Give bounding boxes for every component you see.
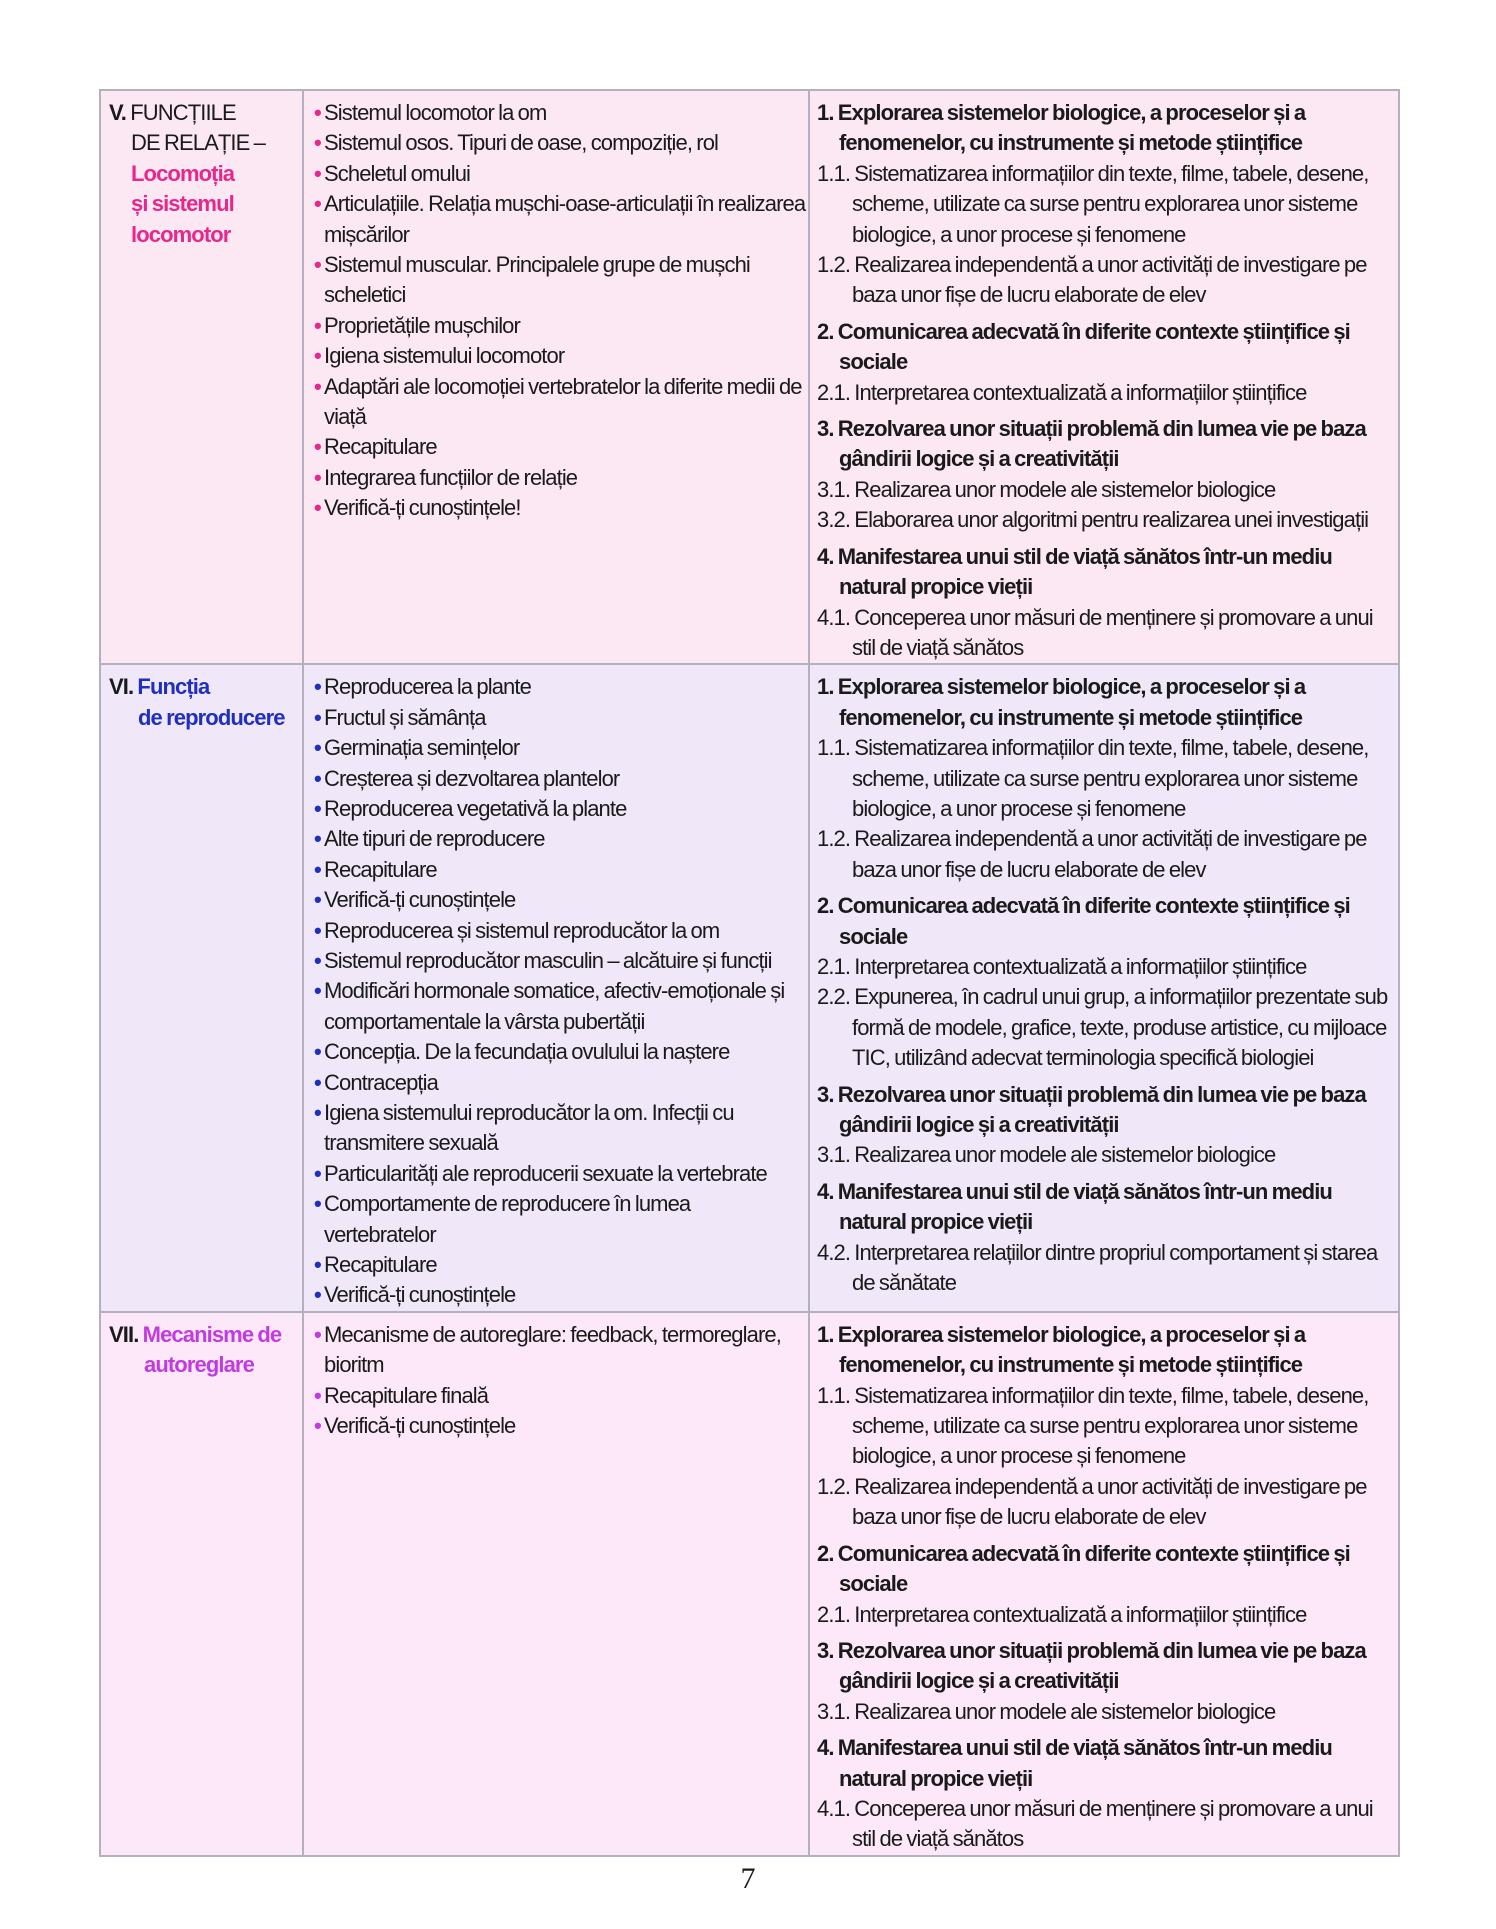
topic-text: Concepția. De la fecundația ovulului la naștere [324,1039,730,1065]
specific-competence: 1.1. Sistematizarea informațiilor din texte, filme, tabele, desene, scheme, utilizate ca surse pentru explorarea unor sisteme biologice, a unor procese și fenomene [817,1382,1369,1469]
bullet-icon: • [314,887,321,913]
competence-group [817,542,1396,664]
table-row-unit-vi [100,664,1399,1312]
topic-text: Scheletul omului [324,160,471,186]
topic-list [314,98,806,524]
topic-item [314,1189,806,1250]
competences-cell [809,664,1399,1312]
topic-item [314,159,806,189]
bullet-icon: • [314,704,321,730]
bullet-icon: • [314,1100,321,1125]
topic-text: Verifică-ți cunoștințele [324,1413,516,1439]
specific-competence: 1.1. Sistematizarea informațiilor din texte, filme, tabele, desene, scheme, utilizate ca surse pentru explorarea unor sisteme biologice, a unor procese și fenomene [817,735,1369,821]
topic-item [314,1068,806,1098]
specific-competence: 3.1. Realizarea unor modele ale sistemelor biologice [817,476,1276,502]
unit-title-colored: Locomoția [131,160,235,186]
bullet-icon: • [314,1160,321,1186]
topic-list [314,672,806,1311]
bullet-icon: • [314,434,321,460]
topic-item [314,1037,806,1067]
bullet-icon: • [314,191,321,217]
bullet-icon: • [314,735,321,761]
topic-item [314,341,806,371]
bullet-icon: • [314,1413,321,1439]
topic-text: Reproducerea și sistemul reproducător la om [324,917,720,943]
topic-item [314,311,806,341]
bullet-icon: • [314,343,321,369]
topic-list [314,1320,806,1442]
topic-item [314,463,806,493]
competence-list [810,665,1398,1298]
competence-title: 4. Manifestarea unui stil de viață sănătos într-un mediu natural propice vieții [817,1178,1332,1235]
topic-text: Sistemul reproducător masculin – alcătuire și funcții [324,947,772,973]
competences-cell [809,1312,1399,1856]
unit-number: VII. [109,1321,139,1347]
topic-text: Recapitulare [324,856,437,882]
topics-cell [303,664,809,1312]
unit-title-colored: locomotor [131,221,231,247]
bullet-icon: • [314,765,321,791]
competence-title: 1. Explorarea sistemelor biologice, a proceselor și a fenomenelor, cu instrumente și metode științifice [817,100,1306,156]
unit-title-colored: și sistemul [131,191,234,217]
competence-list [810,1313,1398,1855]
bullet-icon: • [314,100,321,125]
topic-text: Recapitulare [324,434,437,460]
topic-text: Sistemul osos. Tipuri de oase, compoziție, rol [324,130,719,156]
topic-item [314,1250,806,1280]
topic-item [314,1098,806,1159]
topic-text: Reproducerea vegetativă la plante [324,795,627,821]
bullet-icon: • [314,674,321,700]
unit-title-plain: FUNCȚIILE [130,100,236,125]
topic-text: Particularități ale reproducerii sexuate la vertebrate [324,1160,767,1186]
topic-text: Creșterea și dezvoltarea plantelor [324,765,620,791]
competence-title: 4. Manifestarea unui stil de viață sănătos într-un mediu natural propice vieții [817,1735,1332,1791]
topic-text: Igiena sistemului locomotor [324,343,565,369]
topic-item [314,1381,806,1411]
bullet-icon: • [314,856,321,882]
unit-title-colored: de reproducere [138,704,285,730]
specific-competence: 3.1. Realizarea unor modele ale sistemelor biologice [817,1142,1276,1168]
topic-item [314,128,806,158]
topic-item [314,98,806,128]
unit-title-colored: autoreglare [144,1352,254,1378]
page-number: 7 [740,1862,756,1895]
topics-cell [303,1312,809,1856]
competence-title: 3. Rezolvarea unor situații problemă din lumea vie pe baza gândirii logice și a creativității [817,1637,1366,1694]
specific-competence: 2.1. Interpretarea contextualizată a informațiilor științifice [817,953,1307,979]
bullet-icon: • [314,795,321,821]
topic-item [314,855,806,885]
topic-item [314,189,806,250]
topic-item [314,885,806,915]
competence-title: 3. Rezolvarea unor situații problemă din lumea vie pe baza gândirii logice și a creativității [817,416,1366,472]
bullet-icon: • [314,130,321,156]
bullet-icon: • [314,978,321,1004]
bullet-icon: • [314,252,321,278]
specific-competence: 4.1. Conceperea unor măsuri de menținere și promovare a unui stil de viață sănătos [817,1795,1373,1852]
bullet-icon: • [314,160,321,186]
competence-group [817,1733,1396,1855]
competence-group [817,1539,1396,1630]
topic-text: Mecanisme de autoreglare: feedback, termoreglare, bioritm [324,1321,781,1378]
topic-text: Recapitulare [324,1252,437,1278]
topic-text: Articulațiile. Relația mușchi-oase-articulații în realizarea mișcărilor [324,191,806,247]
competence-group [817,672,1396,885]
competence-group [817,98,1396,311]
unit-heading [109,98,298,128]
topic-item [314,794,806,824]
topic-text: Verifică-ți cunoștințele! [324,495,521,521]
topic-item [314,432,806,462]
topic-item [314,250,806,311]
specific-competence: 1.1. Sistematizarea informațiilor din texte, filme, tabele, desene, scheme, utilizate ca surse pentru explorarea unor sisteme biologice, a unor procese și fenomene [817,160,1369,247]
specific-competence: 2.1. Interpretarea contextualizată a informațiilor științifice [817,379,1307,405]
unit-title-plain: DE RELAȚIE – [131,130,265,156]
bullet-icon: • [314,312,321,338]
unit-cell [100,90,303,664]
topic-item [314,1320,806,1381]
topic-item [314,764,806,794]
topic-text: Igiena sistemului reproducător la om. Infecții cu transmitere sexuală [324,1100,734,1156]
bullet-icon: • [314,1191,321,1217]
competence-group [817,414,1396,536]
topic-text: Modificări hormonale somatice, afectiv-emoționale și comportamentale la vârsta pubertății [324,978,785,1034]
specific-competence: 3.1. Realizarea unor modele ale sistemelor biologice [817,1698,1276,1724]
topic-text: Reproducerea la plante [324,674,531,700]
specific-competence: 2.1. Interpretarea contextualizată a informațiilor științifice [817,1601,1307,1627]
topic-text: Alte tipuri de reproducere [324,826,545,852]
unit-heading [109,672,298,702]
bullet-icon: • [314,1069,321,1095]
topic-item [314,672,806,702]
topic-item [314,493,806,523]
bullet-icon: • [314,1252,321,1278]
topic-text: Integrarea funcțiilor de relație [324,464,578,490]
topic-item [314,976,806,1037]
table-row-unit-v [100,90,1399,664]
competence-title: 1. Explorarea sistemelor biologice, a proceselor și a fenomenelor, cu instrumente și metode științifice [817,674,1306,730]
specific-competence: 1.2. Realizarea independentă a unor activități de investigare pe baza unor fișe de lucru elaborate de elev [817,826,1367,882]
topic-text: Germinația semințelor [324,735,520,761]
unit-cell [100,1312,303,1856]
table-row-unit-vii [100,1312,1399,1856]
topic-item [314,1411,806,1441]
topic-item [314,824,806,854]
topic-text: Comportamente de reproducere în lumea vertebratelor [324,1191,691,1247]
bullet-icon: • [314,1321,321,1347]
topic-item [314,946,806,976]
topic-item [314,733,806,763]
bullet-icon: • [314,1039,321,1065]
topic-text: Contracepția [324,1069,438,1095]
topic-item [314,703,806,733]
unit-number: V. [109,100,126,125]
bullet-icon: • [314,1382,321,1408]
unit-title-colored: Mecanisme de [142,1321,282,1347]
topic-item [314,1159,806,1189]
topics-cell [303,90,809,664]
topic-text: Verifică-ți cunoștințele [324,1282,516,1308]
competence-title: 1. Explorarea sistemelor biologice, a proceselor și a fenomenelor, cu instrumente și metode științifice [817,1321,1306,1378]
competence-title: 3. Rezolvarea unor situații problemă din lumea vie pe baza gândirii logice și a creativității [817,1081,1366,1137]
specific-competence: 4.2. Interpretarea relațiilor dintre propriul comportament și starea de sănătate [817,1239,1378,1296]
specific-competence: 1.2. Realizarea independentă a unor activități de investigare pe baza unor fișe de lucru elaborate de elev [817,252,1367,308]
topic-text: Fructul și sămânța [324,704,486,730]
topic-item [314,372,806,433]
competence-group [817,891,1396,1073]
competence-group [817,1080,1396,1171]
competence-group [817,1177,1396,1299]
specific-competence: 1.2. Realizarea independentă a unor activități de investigare pe baza unor fișe de lucru elaborate de elev [817,1473,1367,1530]
unit-title-colored: Funcția [137,674,210,700]
competence-group [817,1636,1396,1727]
competences-cell [809,90,1399,664]
competence-group [817,317,1396,408]
competence-list [810,91,1398,663]
competence-title: 2. Comunicarea adecvată în diferite contexte științifice și sociale [817,318,1350,375]
specific-competence: 4.1. Conceperea unor măsuri de menținere și promovare a unui stil de viață sănătos [817,604,1373,660]
curriculum-table [99,89,1400,1857]
topic-text: Verifică-ți cunoștințele [324,887,516,913]
competence-group [817,1320,1396,1533]
unit-heading [109,1320,298,1350]
topic-text: Recapitulare finală [324,1382,489,1408]
specific-competence: 3.2. Elaborarea unor algoritmi pentru realizarea unei investigații [817,507,1369,533]
bullet-icon: • [314,373,321,399]
competence-title: 2. Comunicarea adecvată în diferite contexte științifice și sociale [817,893,1350,949]
bullet-icon: • [314,826,321,852]
specific-competence: 2.2. Expunerea, în cadrul unui grup, a informațiilor prezentate sub formă de modele, grafice, texte, produse artistice, cu mijloace TIC, utilizând adecvat terminologia specifică biologiei [817,984,1388,1071]
topic-text: Sistemul locomotor la om [324,100,547,125]
unit-cell [100,664,303,1312]
bullet-icon: • [314,917,321,943]
bullet-icon: • [314,1282,321,1308]
topic-text: Sistemul muscular. Principalele grupe de mușchi scheletici [324,252,750,308]
bullet-icon: • [314,947,321,973]
competence-title: 4. Manifestarea unui stil de viață sănătos într-un mediu natural propice vieții [817,543,1332,600]
topic-item [314,916,806,946]
bullet-icon: • [314,495,321,521]
topic-text: Proprietățile mușchilor [324,312,520,338]
competence-title: 2. Comunicarea adecvată în diferite contexte științifice și sociale [817,1540,1350,1597]
unit-number: VI. [109,674,134,700]
bullet-icon: • [314,464,321,490]
topic-item [314,1280,806,1310]
topic-text: Adaptări ale locomoției vertebratelor la diferite medii de viață [324,373,802,430]
